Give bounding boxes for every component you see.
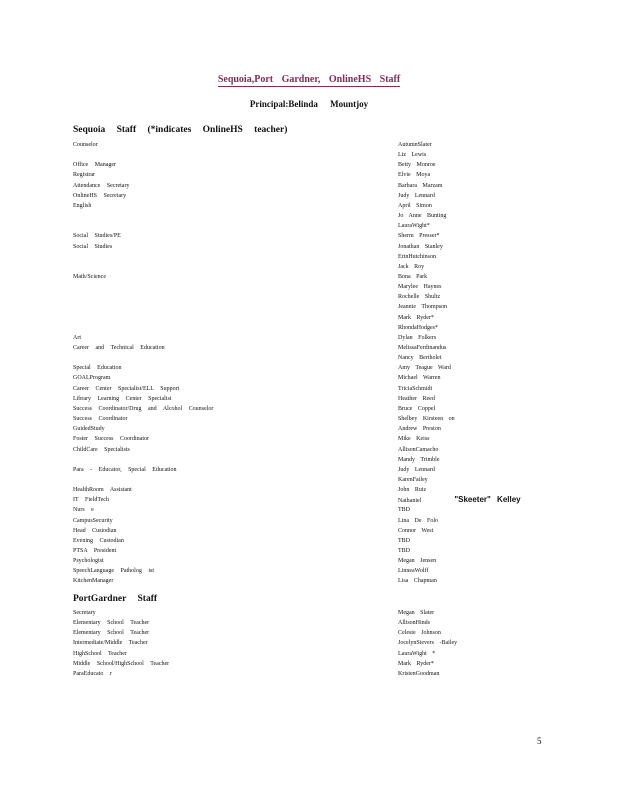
staff-name-text: Elvie Moya (398, 172, 431, 179)
staff-role: Para - Educator, Special Education (73, 466, 177, 473)
staff-row (0, 556, 618, 566)
staff-name (398, 191, 435, 201)
staff-role: Psychologist (73, 558, 104, 565)
staff-name (398, 313, 434, 323)
staff-role: GOALProgram (73, 375, 111, 382)
staff-name-text: Megan Slater (398, 610, 435, 616)
staff-name-text: MelissaFerdinandus (398, 345, 447, 351)
staff-role: IT FieldTech (73, 497, 109, 504)
staff-role: Registrar (73, 172, 95, 179)
staff-name (398, 475, 428, 485)
staff-name-text: Nancy Bertholet (398, 355, 442, 362)
staff-row (0, 404, 618, 414)
staff-row (0, 201, 618, 211)
staff-name (398, 566, 428, 576)
staff-name-text: LauraWight * (398, 650, 436, 657)
staff-name-text: Sherm Presser* (398, 233, 440, 240)
staff-name (398, 649, 435, 659)
staff-role: HealthRoom Assistant (73, 487, 132, 494)
staff-name-text: Celeste Johnson (398, 630, 441, 637)
staff-role: Elementary School Teacher (73, 620, 150, 627)
staff-name-text: TBD (398, 507, 410, 514)
staff-row (0, 576, 618, 586)
staff-name-text: Megan Jensen (398, 558, 437, 565)
staff-row (0, 618, 618, 628)
staff-row (0, 475, 618, 485)
staff-role: Head Custodian (73, 527, 117, 534)
staff-name (398, 424, 441, 434)
staff-row (0, 313, 618, 323)
staff-name-text: Jo Anne Bunting (398, 213, 447, 220)
staff-row (0, 191, 618, 201)
staff-row (0, 414, 618, 424)
staff-row (0, 485, 618, 495)
staff-name (398, 221, 430, 231)
staff-role: Intermediate/Middle Teacher (73, 640, 148, 647)
staff-row (0, 394, 618, 404)
staff-row (0, 333, 618, 343)
staff-name (398, 140, 432, 150)
staff-role: Social Studies (73, 243, 113, 250)
principal-line: Principal:Belinda Mountjoy (249, 99, 369, 109)
staff-row (0, 363, 618, 373)
staff-row (0, 659, 618, 669)
staff-name-text: Barbara Marzam (398, 182, 443, 189)
staff-row (0, 455, 618, 465)
staff-name (398, 414, 455, 424)
staff-row (0, 323, 618, 333)
staff-name (398, 638, 457, 648)
staff-name (398, 181, 442, 191)
staff-row (0, 343, 618, 353)
staff-row (0, 628, 618, 638)
staff-name-text: Jack Roy (398, 263, 425, 270)
staff-name-text: KristenGoodman (398, 670, 440, 677)
staff-name-text: Bona Park (398, 273, 428, 280)
staff-name-text: Marylee Haynes (398, 284, 442, 291)
staff-name-text: Jonathan Stanley (398, 243, 443, 250)
staff-row (0, 445, 618, 455)
staff-row (0, 262, 618, 272)
staff-name-text: Nathaniel (398, 498, 422, 505)
staff-name (398, 302, 447, 312)
staff-role: English (73, 202, 92, 209)
staff-name (398, 272, 427, 282)
staff-role: Success Coordinator/Drug and Alcohol Counselor (73, 405, 214, 412)
staff-name-text: Liz Lewis (398, 152, 427, 159)
staff-name-text: Lisa Chapman (398, 578, 437, 585)
staff-name (398, 556, 436, 566)
staff-row (0, 272, 618, 282)
staff-row (0, 211, 618, 221)
staff-role: Foster Success Coordinator (73, 436, 149, 443)
staff-name (398, 292, 440, 302)
staff-name (398, 445, 438, 455)
staff-row (0, 638, 618, 648)
staff-row (0, 292, 618, 302)
staff-name (398, 242, 443, 252)
staff-role: Art (73, 334, 81, 341)
staff-name (398, 465, 435, 475)
staff-name-text: Michael Warren (398, 375, 441, 382)
staff-name (398, 363, 451, 373)
staff-name (398, 170, 430, 180)
staff-name-text: KarenFailey (398, 476, 428, 483)
staff-name (398, 505, 410, 515)
staff-row (0, 505, 618, 515)
staff-row (0, 536, 618, 546)
staff-name-text: TriciaSchmidt (398, 385, 433, 392)
staff-name-text: JocelynSievers -Bailey (398, 640, 458, 647)
staff-row (0, 242, 618, 252)
staff-name-text: John Ruiz (398, 487, 427, 494)
staff-role: Success Coordinator (73, 416, 128, 423)
staff-name (398, 546, 410, 556)
staff-row (0, 373, 618, 383)
staff-name-text: Jeannie Thompson (398, 304, 448, 311)
staff-row (0, 353, 618, 363)
staff-name (398, 455, 440, 465)
staff-name (398, 669, 439, 679)
staff-role: SpeechLanguage Patholog ist (73, 568, 154, 575)
staff-name (398, 394, 435, 404)
staff-name-text: Dylan Folkers (398, 334, 437, 341)
staff-name (398, 618, 430, 628)
staff-role: Special Education (73, 365, 122, 372)
staff-row (0, 150, 618, 160)
staff-name (398, 373, 441, 383)
staff-role: Office Manager (73, 162, 117, 169)
staff-name-text: Mike Keiss (398, 436, 430, 443)
staff-name-text: Judy Lennard (398, 466, 435, 473)
staff-row (0, 170, 618, 180)
staff-row (0, 566, 618, 576)
staff-name (398, 516, 438, 526)
staff-name (398, 282, 441, 292)
staff-row (0, 252, 618, 262)
staff-role: Career and Technical Education (73, 345, 165, 351)
staff-row (0, 282, 618, 292)
staff-row (0, 221, 618, 231)
staff-name (398, 323, 438, 333)
staff-role: ParaEducato r (73, 670, 112, 677)
staff-name-text: Judy Lennard (398, 192, 435, 199)
staff-row (0, 181, 618, 191)
staff-name-text: AutumnSlater (398, 142, 432, 148)
staff-name-text: Lina De Folo (398, 517, 438, 524)
staff-role: OnlineHS Secretary (73, 192, 127, 199)
staff-row (0, 516, 618, 526)
staff-name-text: Betty Monroe (398, 162, 436, 169)
staff-row (0, 140, 618, 150)
staff-name-text: AllisonHinds (398, 620, 431, 627)
document-title: Sequoia,Port Gardner, OnlineHS Staff (217, 74, 401, 85)
portgardner-staff-heading: PortGardner Staff (73, 594, 158, 604)
staff-role: Math/Science (73, 273, 106, 280)
staff-name (398, 526, 433, 536)
staff-row (0, 424, 618, 434)
staff-role: Elementary School Teacher (73, 630, 150, 637)
staff-role: HighSchool Teacher (73, 650, 127, 657)
staff-row (0, 669, 618, 679)
sequoia-staff-heading: Sequoia Staff (*indicates OnlineHS teacher) (73, 125, 288, 135)
staff-row (0, 465, 618, 475)
staff-row (0, 546, 618, 556)
staff-role: KitchenManager (73, 578, 114, 585)
staff-role: Counselor (73, 142, 98, 148)
staff-name (398, 536, 410, 546)
staff-nickname: "Skeeter" Kelley (454, 495, 521, 505)
staff-row (0, 608, 618, 618)
staff-name-text: Rochelle Shultz (398, 294, 441, 301)
staff-name (398, 384, 432, 394)
staff-name-text: Andrew Preston (398, 426, 441, 433)
staff-row (0, 495, 618, 505)
staff-role: PTSA President (73, 548, 117, 554)
staff-row (0, 160, 618, 170)
staff-name (398, 231, 440, 241)
staff-name (398, 333, 436, 343)
staff-row (0, 384, 618, 394)
staff-role: ChildCare Specialists (73, 446, 130, 453)
staff-name-text: Connor West (398, 527, 434, 534)
staff-role: Career Center Specialist/ELL Support (73, 385, 180, 392)
staff-name-text: Mark Ryder* (398, 660, 434, 667)
staff-name (398, 343, 446, 353)
staff-name (398, 485, 426, 495)
staff-name (398, 262, 424, 272)
staff-name (398, 659, 434, 669)
staff-name-text: Bruce Coppel (398, 405, 436, 412)
staff-name-text: Mark Ryder* (398, 314, 434, 321)
staff-role: Nurs e (73, 507, 94, 514)
staff-name-text: Amy Teague Ward (398, 365, 451, 372)
staff-name-text: RhondaHodges* (398, 324, 438, 331)
staff-name-text: Mandy Trimble (398, 456, 440, 463)
staff-role: Middle School/HighSchool Teacher (73, 660, 170, 667)
staff-name-text: Heather Reed (398, 395, 435, 402)
staff-name (398, 434, 430, 444)
staff-role: Evening Custodian (73, 537, 124, 544)
staff-name-text: AllisonCamacho (398, 446, 439, 453)
staff-name (398, 150, 426, 160)
staff-name (398, 404, 435, 414)
staff-role: GuidedStudy (73, 426, 105, 433)
staff-name-text: LinneaWolff (398, 568, 429, 575)
staff-row (0, 649, 618, 659)
staff-name (398, 628, 441, 638)
staff-role: CampusSecurity (73, 517, 113, 524)
staff-name-text: TBD (398, 548, 410, 554)
staff-role: Attendance Secretary (73, 182, 130, 189)
staff-role: Secretary (73, 610, 96, 616)
staff-name (398, 211, 446, 221)
staff-name-text: April Simon (398, 202, 432, 209)
staff-name-text: Shelbey Kirsteen on (398, 416, 455, 423)
staff-row (0, 526, 618, 536)
staff-name (398, 353, 442, 363)
staff-role: Library Learning Center Specialist (73, 395, 172, 402)
staff-name-text: ErinHutchinson (398, 253, 436, 260)
staff-row (0, 434, 618, 444)
staff-name (398, 252, 436, 262)
page-number: 5 (537, 736, 542, 746)
staff-row (0, 231, 618, 241)
staff-name (398, 576, 437, 586)
staff-role: Social Studies/PE (73, 233, 121, 240)
staff-name (398, 201, 432, 211)
staff-name (398, 160, 436, 170)
staff-name-text: LauraWight* (398, 223, 430, 230)
staff-row (0, 302, 618, 312)
staff-name (398, 608, 434, 618)
staff-name-text: TBD (398, 537, 410, 544)
